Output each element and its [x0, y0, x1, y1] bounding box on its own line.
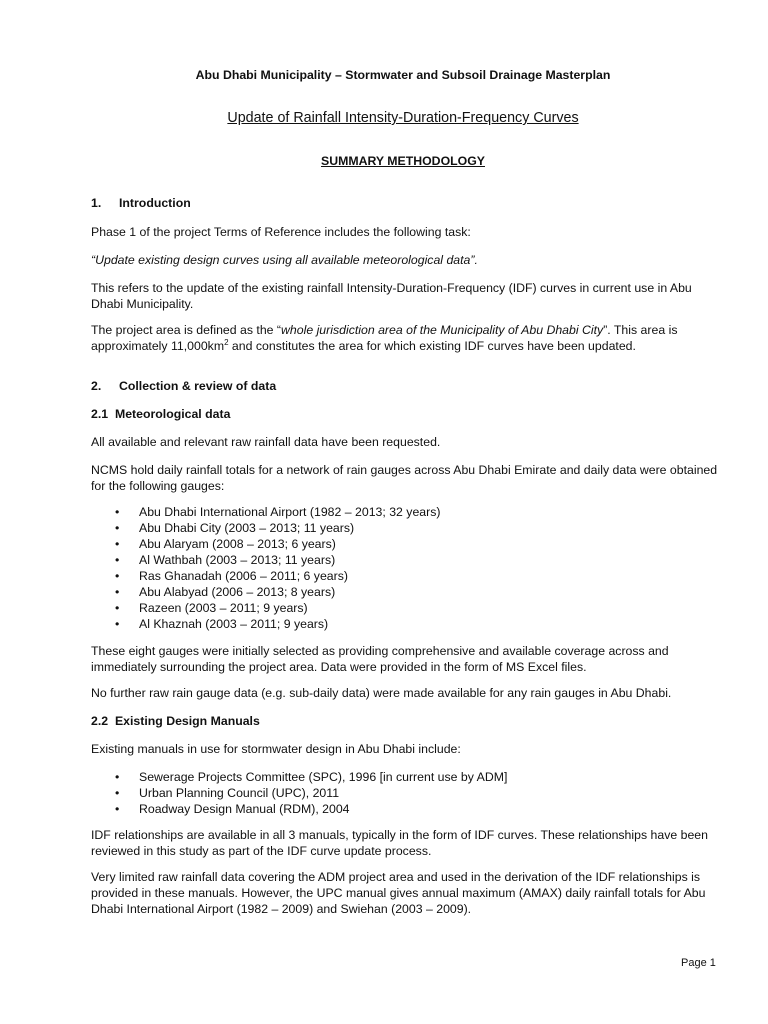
section-2-2-heading — [91, 713, 260, 729]
gauge-item-text: Ras Ghanadah (2006 – 2011; 6 years) — [139, 569, 348, 583]
manual-item-text: Urban Planning Council (UPC), 2011 — [139, 786, 340, 800]
meteo-paragraph-2: NCMS hold daily rainfall totals for a network of rain gauges across Abu Dhabi Emirate and daily data were obtained for the following gauges: — [91, 463, 718, 493]
gauge-item-text: Abu Dhabi City (2003 – 2013; 11 years) — [139, 521, 355, 535]
section-2-1-title: Meteorological data — [114, 407, 231, 421]
gauge-item — [91, 568, 440, 584]
manual-list — [91, 769, 507, 817]
meteo-paragraph-4: No further raw rain gauge data (e.g. sub-daily data) were made available for any rain gauges in Abu Dhabi. — [91, 686, 672, 700]
gauge-item — [91, 600, 440, 616]
manual-item — [91, 801, 507, 817]
intro-paragraph-2: This refers to the update of the existing rainfall Intensity-Duration-Frequency (IDF) curves in current use in Abu Dhabi Municipality. — [91, 281, 692, 311]
manual-item — [91, 785, 507, 801]
section-2-2-title: Existing Design Manuals — [114, 714, 260, 728]
document-title: Update of Rainfall Intensity-Duration-Frequency Curves — [227, 110, 579, 126]
meteo-paragraph-3: These eight gauges were initially selected as providing comprehensive and available coverage across and immediately surrounding the project area. Data were provided in the form of MS Excel files. — [91, 644, 669, 674]
intro-paragraph-3 — [91, 322, 721, 354]
gauge-item-text: Abu Alaryam (2008 – 2013; 6 years) — [139, 537, 336, 551]
gauge-item — [91, 536, 440, 552]
gauge-item-text: Al Wathbah (2003 – 2013; 11 years) — [139, 553, 336, 567]
bullet-icon: • — [115, 585, 120, 599]
gauge-item-text: Razeen (2003 – 2011; 9 years) — [139, 601, 308, 615]
manual-item — [91, 769, 507, 785]
bullet-icon: • — [115, 770, 120, 784]
manual-item-text: Sewerage Projects Committee (SPC), 1996 [in current use by ADM] — [139, 770, 508, 784]
section-1-title: Introduction — [119, 196, 191, 210]
bullet-icon: • — [115, 786, 120, 800]
section-1-heading — [91, 195, 191, 211]
gauge-list — [91, 504, 440, 632]
gauge-item — [91, 552, 440, 568]
bullet-icon: • — [115, 601, 120, 615]
section-2-number: 2. — [91, 379, 102, 393]
manuals-paragraph-2: IDF relationships are available in all 3 manuals, typically in the form of IDF curves. These relationships have been reviewed in this study as part of the IDF curve update process. — [91, 828, 708, 858]
bullet-icon: • — [115, 617, 120, 631]
bullet-icon: • — [115, 553, 120, 567]
section-2-1-heading — [91, 406, 230, 422]
bullet-icon: • — [115, 802, 120, 816]
gauge-item-text: Al Khaznah (2003 – 2011; 9 years) — [139, 617, 329, 631]
page-number: Page 1 — [681, 957, 716, 969]
gauge-item — [91, 504, 440, 520]
document-subtitle: SUMMARY METHODOLOGY — [321, 154, 485, 168]
manuals-paragraph-1: Existing manuals in use for stormwater design in Abu Dhabi include: — [91, 742, 461, 756]
p3-part-b: whole jurisdiction area of the Municipality of Abu Dhabi City — [281, 323, 604, 337]
gauge-item-text: Abu Alabyad (2006 – 2013; 8 years) — [139, 585, 336, 599]
section-2-title: Collection & review of data — [119, 379, 277, 393]
p3-superscript: 2 — [224, 337, 229, 347]
section-1-number: 1. — [91, 196, 102, 210]
p3-part-a: The project area is defined as the “ — [91, 323, 282, 337]
section-2-heading — [91, 378, 276, 394]
bullet-icon: • — [115, 521, 120, 535]
manuals-paragraph-3: Very limited raw rainfall data covering the ADM project area and used in the derivation of the IDF relationships is provided in these manuals. However, the UPC manual gives annual maximum (AMAX) daily rainfall totals for Abu Dhabi International Airport (1982 – 2009) and Swiehan (2003 – 2009). — [91, 870, 706, 916]
project-header: Abu Dhabi Municipality – Stormwater and Subsoil Drainage Masterplan — [195, 68, 611, 82]
bullet-icon: • — [115, 505, 120, 519]
intro-quote: “Update existing design curves using all available meteorological data”. — [91, 253, 478, 267]
manual-item-text: Roadway Design Manual (RDM), 2004 — [139, 802, 350, 816]
section-2-2-number: 2.2 — [91, 714, 109, 728]
bullet-icon: • — [115, 537, 120, 551]
intro-paragraph-1: Phase 1 of the project Terms of Reference includes the following task: — [91, 225, 471, 239]
bullet-icon: • — [115, 569, 120, 583]
p3-part-c: ”. This area is approximately 11,000km — [91, 323, 678, 353]
p3-part-d: and constitutes the area for which existing IDF curves have been updated. — [228, 339, 636, 353]
gauge-item-text: Abu Dhabi International Airport (1982 – 2013; 32 years) — [139, 505, 441, 519]
gauge-item — [91, 584, 440, 600]
meteo-paragraph-1: All available and relevant raw rainfall data have been requested. — [91, 435, 441, 449]
gauge-item — [91, 616, 440, 632]
section-2-1-number: 2.1 — [91, 407, 109, 421]
gauge-item — [91, 520, 440, 536]
